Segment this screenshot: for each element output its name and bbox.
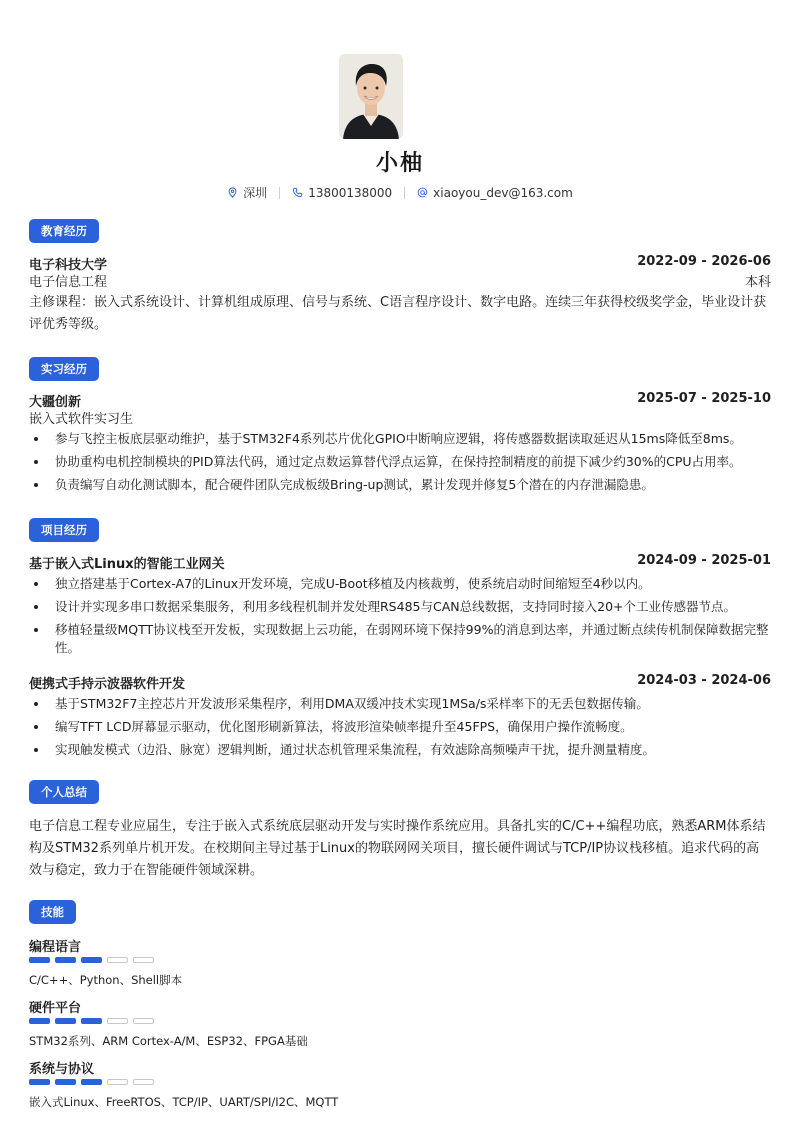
skill-bar-filled xyxy=(29,1079,50,1085)
skill-3-name: 系统与协议 xyxy=(29,1062,95,1077)
skill-bar-filled xyxy=(81,1079,102,1085)
project-1-header-row xyxy=(29,553,771,572)
list-item: 负责编写自动化测试脚本，配合硬件团队完成板级Bring-up测试，累计发现并修复5个潜在的内存泄漏隐患。 xyxy=(29,476,771,494)
project-1-bullets xyxy=(29,575,771,662)
list-item: 设计并实现多串口数据采集服务，利用多线程机制并发处理RS485与CAN总线数据，支持同时接入20+个工业传感器节点。 xyxy=(29,598,771,616)
project-1-dates: 2024-09 - 2025-01 xyxy=(637,553,771,568)
contact-divider xyxy=(404,187,405,199)
project-2-header-row xyxy=(29,673,771,692)
avatar xyxy=(339,54,403,139)
contact-phone xyxy=(292,186,392,200)
project-1-name: 基于嵌入式Linux的智能工业网关 xyxy=(29,557,225,572)
list-item: 实现触发模式（边沿、脉宽）逻辑判断，通过状态机管理采集流程，有效滤除高频噪声干扰，提升测量精度。 xyxy=(29,741,771,759)
list-item: 独立搭建基于Cortex-A7的Linux开发环境，完成U-Boot移植及内核裁剪，使系统启动时间缩短至4秒以内。 xyxy=(29,575,771,593)
skill-3-detail: 嵌入式Linux、FreeRTOS、TCP/IP、UART/SPI/I2C、MQTT xyxy=(29,1095,339,1109)
project-2-bullets xyxy=(29,695,771,764)
skill-bar-filled xyxy=(29,957,50,963)
skill-bar-filled xyxy=(81,1018,102,1024)
contact-divider xyxy=(279,187,280,199)
contact-phone-text: 13800138000 xyxy=(308,185,393,200)
section-title-internship: 实习经历 xyxy=(29,357,99,381)
contact-email[interactable] xyxy=(417,186,573,200)
education-sub-row xyxy=(29,271,771,290)
project-2-dates: 2024-03 - 2024-06 xyxy=(637,673,771,688)
list-item: 基于STM32F7主控芯片开发波形采集程序，利用DMA双缓冲技术实现1MSa/s采样率下的无丢包数据传输。 xyxy=(29,695,771,713)
degree: 本科 xyxy=(744,275,771,290)
education-dates: 2022-09 - 2026-06 xyxy=(637,254,771,269)
internship-role-row xyxy=(29,408,771,427)
skill-bar-empty xyxy=(133,1079,154,1085)
skill-bar-filled xyxy=(55,957,76,963)
skill-1-name: 编程语言 xyxy=(29,940,82,955)
avatar-photo-icon xyxy=(339,54,403,139)
skill-bar-empty xyxy=(133,1018,154,1024)
list-item: 协助重构电机控制模块的PID算法代码，通过定点数运算替代浮点运算，在保持控制精度的前提下减少约30%的CPU占用率。 xyxy=(29,453,771,471)
project-2-name: 便携式手持示波器软件开发 xyxy=(29,677,186,692)
skill-bar-empty xyxy=(107,957,128,963)
internship-role: 嵌入式软件实习生 xyxy=(29,412,134,427)
education-description: 主修课程：嵌入式系统设计、计算机组成原理、信号与系统、C语言程序设计、数字电路。连续三年获得校级奖学金，毕业设计获评优秀等级。 xyxy=(29,295,767,332)
school-name: 电子科技大学 xyxy=(29,258,108,273)
contact-city xyxy=(227,184,267,201)
section-title-summary: 个人总结 xyxy=(29,780,99,804)
phone-icon xyxy=(292,187,303,198)
location-pin-icon xyxy=(227,187,238,198)
contact-line xyxy=(0,184,800,201)
skill-level-bars xyxy=(29,1079,154,1085)
skill-bar-filled xyxy=(29,1018,50,1024)
skill-1-detail: C/C++、Python、Shell脚本 xyxy=(29,973,183,987)
skill-2-name: 硬件平台 xyxy=(29,1001,82,1016)
skill-level-bars xyxy=(29,957,154,963)
contact-city-text: 深圳 xyxy=(243,186,268,200)
candidate-name: 小柚 xyxy=(375,151,424,176)
skill-bar-filled xyxy=(81,957,102,963)
skill-bar-filled xyxy=(55,1018,76,1024)
skill-bar-filled xyxy=(55,1079,76,1085)
list-item: 编写TFT LCD屏幕显示驱动，优化图形刷新算法，将波形渲染帧率提升至45FPS，确保用户操作流畅度。 xyxy=(29,718,771,736)
skill-bar-empty xyxy=(107,1079,128,1085)
section-title-education: 教育经历 xyxy=(29,219,99,243)
section-title-skills: 技能 xyxy=(29,900,76,924)
at-sign-icon xyxy=(417,187,428,198)
section-title-projects: 项目经历 xyxy=(29,518,99,542)
skill-bar-empty xyxy=(107,1018,128,1024)
list-item: 移植轻量级MQTT协议栈至开发板，实现数据上云功能，在弱网环境下保持99%的消息到达率，并通过断点续传机制保障数据完整性。 xyxy=(29,621,771,657)
skill-bar-empty xyxy=(133,957,154,963)
internship-dates: 2025-07 - 2025-10 xyxy=(637,391,771,406)
skill-level-bars xyxy=(29,1018,154,1024)
list-item: 参与飞控主板底层驱动维护，基于STM32F4系列芯片优化GPIO中断响应逻辑，将传感器数据读取延迟从15ms降低至8ms。 xyxy=(29,430,771,448)
contact-email-text[interactable]: xiaoyou_dev@163.com xyxy=(433,185,573,200)
skill-2-detail: STM32系列、ARM Cortex-A/M、ESP32、FPGA基础 xyxy=(29,1034,308,1048)
major: 电子信息工程 xyxy=(29,275,108,290)
company-name: 大疆创新 xyxy=(29,395,82,410)
summary-text: 电子信息工程专业应届生，专注于嵌入式系统底层驱动开发与实时操作系统应用。具备扎实的C/C++编程功底，熟悉ARM体系结构及STM32系列单片机开发。在校期间主导过基于Linux的物联网网关项目，擅长硬件调试与TCP/IP协议栈移植。追求代码的高效与稳定，致力于在智能硬件领域深耕。 xyxy=(29,819,766,878)
internship-bullets xyxy=(29,430,771,499)
